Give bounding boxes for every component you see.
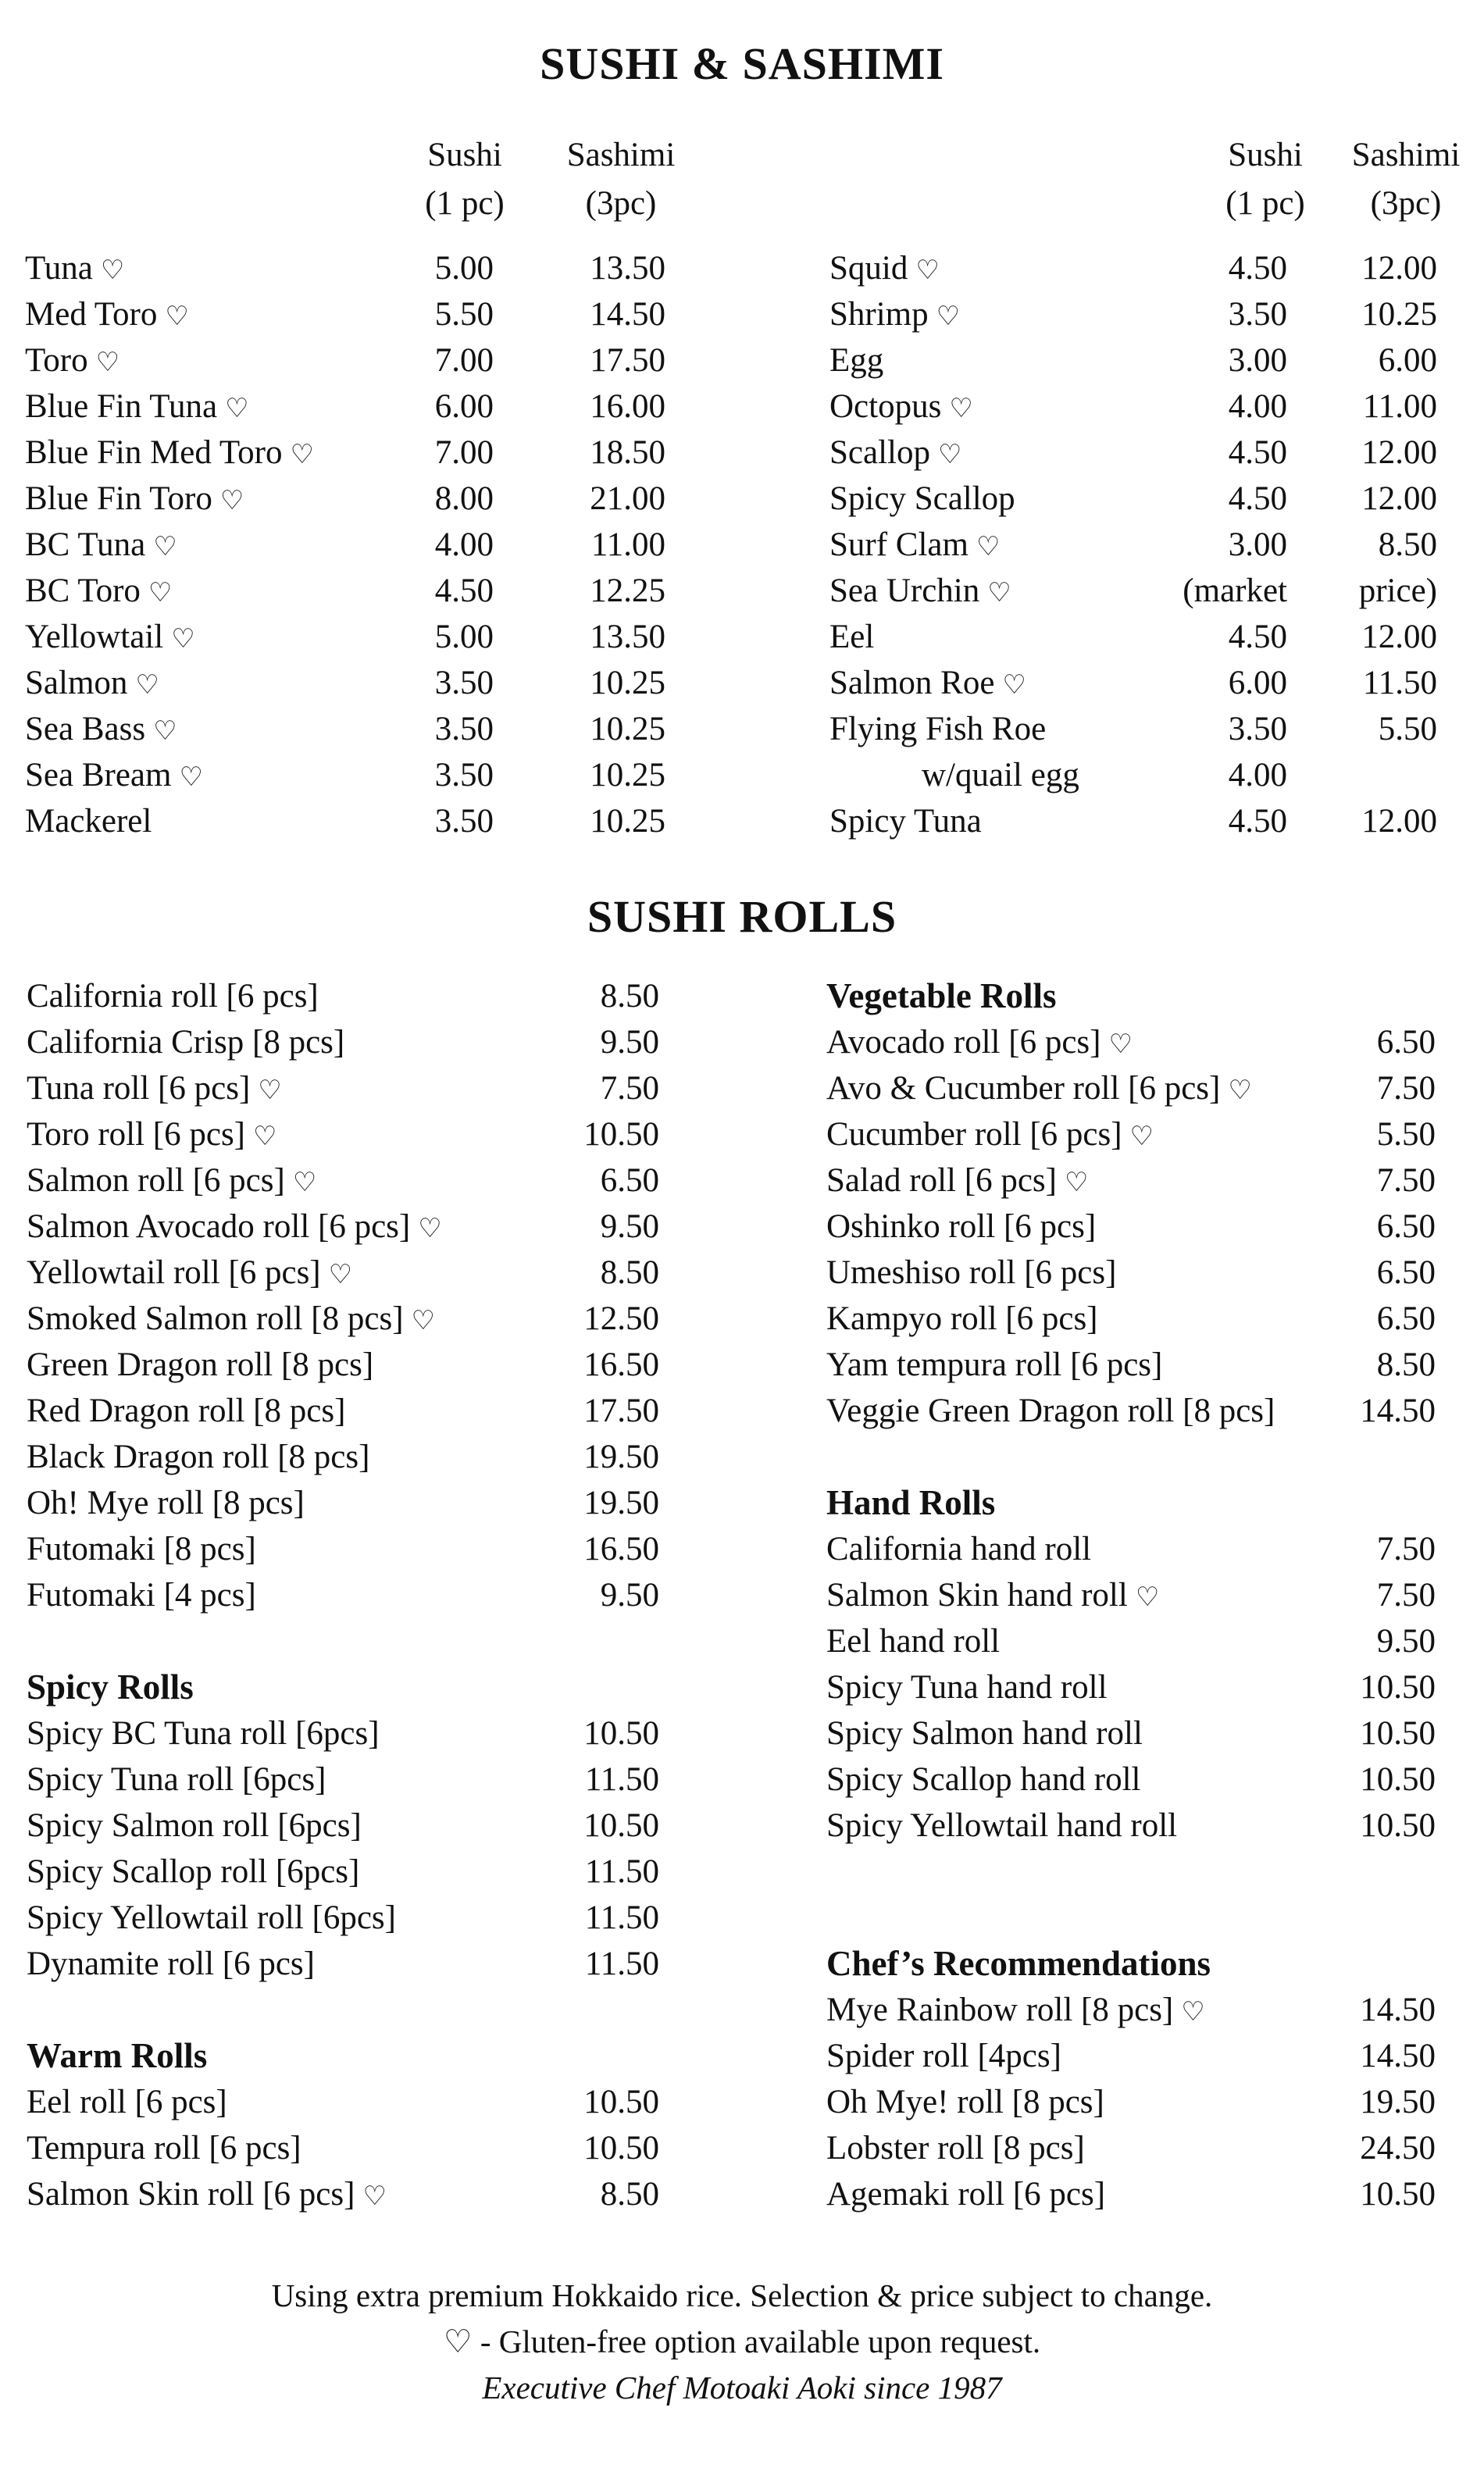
left-sushi-col-header <box>406 131 523 228</box>
roll-price: 10.50 <box>583 1116 659 1153</box>
roll-name: California roll [6 pcs] <box>27 978 319 1015</box>
roll-price: 17.50 <box>583 1393 659 1429</box>
roll-name: Avo & Cucumber roll [6 pcs] ♡ <box>826 1070 1252 1107</box>
item-name: w/quail egg <box>922 757 1079 794</box>
roll-name: Spicy Yellowtail roll [6pcs] <box>27 1899 396 1936</box>
roll-name: Salad roll [6 pcs] ♡ <box>826 1162 1089 1199</box>
roll-price: 19.50 <box>583 1439 659 1475</box>
item-name: Flying Fish Roe <box>829 711 1047 747</box>
roll-row <box>826 1342 1436 1388</box>
roll-row <box>27 1434 659 1480</box>
gluten-free-heart-icon: ♡ <box>915 255 940 286</box>
sushi-price: 4.50 <box>1228 250 1287 287</box>
sushi-price: 3.50 <box>1228 711 1287 747</box>
roll-price: 10.50 <box>1360 1715 1436 1752</box>
sashimi-price: 10.25 <box>590 757 665 794</box>
sashimi-row <box>25 706 689 752</box>
sashimi-row <box>829 476 1437 522</box>
roll-row <box>826 1250 1436 1296</box>
roll-row <box>826 2033 1436 2079</box>
roll-row <box>27 1941 659 1987</box>
roll-name: Spicy Scallop hand roll <box>826 1761 1141 1798</box>
sushi-price: 4.50 <box>434 572 494 609</box>
section-heading: Vegetable Rolls <box>826 976 1057 1015</box>
col-header-line: (1 pc) <box>1225 185 1305 222</box>
roll-name: Salmon Skin roll [6 pcs] ♡ <box>27 2176 387 2213</box>
roll-price: 16.50 <box>583 1531 659 1567</box>
gluten-free-heart-icon: ♡ <box>987 577 1011 608</box>
roll-name: Tuna roll [6 pcs] ♡ <box>27 1070 282 1107</box>
roll-row <box>27 1250 659 1296</box>
sushi-price: 4.00 <box>1228 757 1287 794</box>
sashimi-row <box>25 522 689 568</box>
roll-row <box>826 1388 1436 1434</box>
roll-price: 10.50 <box>1360 2176 1436 2213</box>
roll-name: California Crisp [8 pcs] <box>27 1024 345 1061</box>
sushi-price: 4.50 <box>1228 803 1287 840</box>
roll-price: 9.50 <box>600 1024 659 1061</box>
sashimi-row <box>25 245 689 291</box>
roll-name: Agemaki roll [6 pcs] <box>826 2176 1106 2213</box>
roll-name: Avocado roll [6 pcs] ♡ <box>826 1024 1133 1061</box>
roll-price: 24.50 <box>1360 2130 1436 2167</box>
roll-row <box>826 2171 1436 2217</box>
gluten-free-heart-icon: ♡ <box>949 393 973 424</box>
gluten-free-heart-icon: ♡ <box>976 531 1001 562</box>
roll-name: Spicy Salmon hand roll <box>826 1715 1143 1752</box>
roll-name: Yam tempura roll [6 pcs] <box>826 1346 1163 1383</box>
sashimi-row <box>25 798 689 844</box>
item-name: Med Toro ♡ <box>25 296 189 333</box>
sushi-price: 4.50 <box>1228 480 1287 517</box>
roll-row <box>27 1296 659 1342</box>
roll-row <box>27 1895 659 1941</box>
roll-price: 9.50 <box>1376 1623 1436 1660</box>
roll-name: Veggie Green Dragon roll [8 pcs] <box>826 1393 1275 1429</box>
roll-row <box>826 1526 1436 1572</box>
roll-row <box>27 1710 659 1756</box>
sashimi-price: 12.25 <box>590 572 665 609</box>
roll-price: 8.50 <box>600 2176 659 2213</box>
rice-note: Using extra premium Hokkaido rice. Selection & price subject to change. <box>271 2277 1213 2313</box>
sashimi-row <box>25 752 689 798</box>
sushi-sashimi-title: SUSHI & SASHIMI <box>540 38 944 89</box>
item-name: Sea Urchin ♡ <box>829 572 1011 609</box>
roll-price: 11.50 <box>584 1853 659 1890</box>
left-sashimi-col-header <box>551 131 691 228</box>
roll-row <box>826 1019 1436 1065</box>
roll-row <box>27 2125 659 2171</box>
col-header-line: Sushi <box>427 137 502 173</box>
roll-name: Spicy Yellowtail hand roll <box>826 1807 1178 1844</box>
roll-name: California hand roll <box>826 1531 1092 1567</box>
roll-name: Futomaki [8 pcs] <box>27 1531 256 1567</box>
roll-name: Black Dragon roll [8 pcs] <box>27 1439 370 1475</box>
roll-name: Oh! Mye roll [8 pcs] <box>27 1485 305 1521</box>
roll-row <box>826 1157 1436 1204</box>
roll-row <box>826 1710 1436 1756</box>
gluten-free-heart-icon: ♡ <box>253 1121 277 1152</box>
roll-row <box>27 1849 659 1895</box>
roll-row <box>826 1204 1436 1250</box>
sashimi-row <box>829 337 1437 383</box>
item-name: Tuna ♡ <box>25 250 125 287</box>
sashimi-price: 5.50 <box>1378 711 1437 747</box>
sushi-price: 3.50 <box>434 803 494 840</box>
roll-price: 12.50 <box>583 1300 659 1337</box>
roll-price: 7.50 <box>1376 1531 1436 1567</box>
item-name: Sea Bass ♡ <box>25 711 177 747</box>
roll-price: 8.50 <box>600 1254 659 1291</box>
col-header-line: (1 pc) <box>425 185 505 222</box>
roll-price: 5.50 <box>1376 1116 1436 1153</box>
gluten-free-heart-icon: ♡ <box>100 255 125 286</box>
roll-name: Eel roll [6 pcs] <box>27 2084 227 2120</box>
roll-price: 16.50 <box>583 1346 659 1383</box>
roll-name: Futomaki [4 pcs] <box>27 1577 256 1614</box>
roll-name: Mye Rainbow roll [8 pcs] ♡ <box>826 1992 1205 2028</box>
gluten-free-heart-icon: ♡ <box>135 669 159 701</box>
col-header-line: Sashimi <box>566 137 676 173</box>
roll-name: Smoked Salmon roll [8 pcs] ♡ <box>27 1300 435 1337</box>
gluten-free-heart-icon: ♡ <box>418 1213 442 1244</box>
item-name: BC Tuna ♡ <box>25 526 177 563</box>
roll-row <box>27 1526 659 1572</box>
roll-row <box>826 1618 1436 1664</box>
gluten-free-heart-icon: ♡ <box>165 301 189 332</box>
gluten-free-heart-icon: ♡ <box>1002 669 1026 701</box>
sushi-price: 4.00 <box>1228 388 1287 425</box>
roll-row <box>27 1572 659 1618</box>
item-name: Scallop ♡ <box>829 434 962 471</box>
sashimi-price: 12.00 <box>1361 619 1437 655</box>
item-name: Egg <box>829 342 884 379</box>
sashimi-price: 14.50 <box>590 296 665 333</box>
roll-name: Salmon roll [6 pcs] ♡ <box>27 1162 317 1199</box>
roll-price: 11.50 <box>584 1946 659 1982</box>
sushi-price: 6.00 <box>434 388 494 425</box>
gluten-free-heart-icon: ♡ <box>1135 1582 1160 1613</box>
roll-name: Yellowtail roll [6 pcs] ♡ <box>27 1254 353 1291</box>
sashimi-row <box>829 383 1437 430</box>
item-name: Yellowtail ♡ <box>25 619 195 655</box>
roll-row <box>27 1803 659 1849</box>
gluten-free-heart-icon: ♡ <box>179 761 203 793</box>
item-name: Sea Bream ♡ <box>25 757 203 794</box>
roll-price: 8.50 <box>600 978 659 1015</box>
roll-price: 14.50 <box>1360 2038 1436 2074</box>
item-name: Blue Fin Tuna ♡ <box>25 388 249 425</box>
item-name: Eel <box>829 619 875 655</box>
roll-price: 10.50 <box>1360 1807 1436 1844</box>
sashimi-price: 17.50 <box>590 342 665 379</box>
roll-row <box>826 1664 1436 1710</box>
sashimi-row <box>25 568 689 614</box>
sashimi-row <box>829 614 1437 660</box>
sashimi-row <box>25 476 689 522</box>
item-name: Blue Fin Med Toro ♡ <box>25 434 314 471</box>
chef-credit: Executive Chef Motoaki Aoki since 1987 <box>482 2370 1002 2406</box>
roll-price: 14.50 <box>1360 1992 1436 2028</box>
roll-price: 6.50 <box>600 1162 659 1199</box>
roll-name: Green Dragon roll [8 pcs] <box>27 1346 374 1383</box>
roll-row <box>826 2079 1436 2125</box>
roll-name: Spider roll [4pcs] <box>826 2038 1061 2074</box>
col-header-line: Sushi <box>1228 137 1303 173</box>
sashimi-price: 12.00 <box>1361 250 1437 287</box>
sushi-price: (market <box>1183 572 1287 609</box>
sashimi-row <box>829 430 1437 476</box>
roll-name: Toro roll [6 pcs] ♡ <box>27 1116 277 1153</box>
gluten-free-heart-icon: ♡ <box>1228 1075 1252 1106</box>
roll-price: 10.50 <box>583 1807 659 1844</box>
roll-row <box>826 1296 1436 1342</box>
sashimi-price: 10.25 <box>590 665 665 701</box>
roll-row <box>826 1756 1436 1803</box>
gluten-free-heart-icon: ♡ <box>95 347 120 378</box>
roll-price: 11.50 <box>584 1761 659 1798</box>
sashimi-row <box>829 660 1437 706</box>
item-name: Salmon Roe ♡ <box>829 665 1026 701</box>
roll-name: Spicy Salmon roll [6pcs] <box>27 1807 362 1844</box>
sashimi-price: 10.25 <box>590 711 665 747</box>
roll-price: 10.50 <box>1360 1669 1436 1706</box>
gluten-free-heart-icon: ♡ <box>219 485 244 516</box>
roll-row <box>27 1111 659 1157</box>
item-name: Shrimp ♡ <box>829 296 961 333</box>
gluten-free-heart-icon: ♡ <box>411 1305 435 1336</box>
gluten-free-heart-icon: ♡ <box>292 1167 317 1198</box>
roll-name: Spicy Tuna hand roll <box>826 1669 1108 1706</box>
gluten-free-heart-icon: ♡ <box>225 393 249 424</box>
roll-price: 9.50 <box>600 1577 659 1614</box>
sushi-price: 3.50 <box>434 711 494 747</box>
roll-price: 10.50 <box>583 2130 659 2167</box>
sushi-price: 4.50 <box>1228 434 1287 471</box>
roll-row <box>27 1019 659 1065</box>
sashimi-price: 12.00 <box>1361 803 1437 840</box>
gluten-free-heart-icon: ♡ <box>153 715 177 747</box>
roll-row <box>27 1157 659 1204</box>
sushi-price: 3.50 <box>434 757 494 794</box>
rolls-column-right <box>826 973 1436 2262</box>
sashimi-list-right <box>829 245 1437 854</box>
item-name: Spicy Tuna <box>829 803 982 840</box>
gluten-free-heart-icon: ♡ <box>148 577 173 608</box>
sushi-price: 8.00 <box>434 480 494 517</box>
item-name: Mackerel <box>25 803 152 840</box>
sushi-price: 7.00 <box>434 434 494 471</box>
roll-price: 7.50 <box>1376 1070 1436 1107</box>
sashimi-price: 10.25 <box>1361 296 1437 333</box>
roll-name: Oshinko roll [6 pcs] <box>826 1208 1097 1245</box>
sushi-price: 7.00 <box>434 342 494 379</box>
sashimi-price: 18.50 <box>590 434 665 471</box>
sashimi-price: 6.00 <box>1378 342 1437 379</box>
section-heading: Chef’s Recommendations <box>826 1944 1211 1983</box>
gluten-free-heart-icon: ♡ <box>1129 1121 1154 1152</box>
sashimi-row <box>25 383 689 430</box>
item-name: Toro ♡ <box>25 342 120 379</box>
roll-row <box>826 1111 1436 1157</box>
rolls-column-left <box>27 973 659 2262</box>
item-name: Salmon ♡ <box>25 665 159 701</box>
roll-price: 19.50 <box>583 1485 659 1521</box>
roll-price: 6.50 <box>1376 1208 1436 1245</box>
roll-row <box>27 1480 659 1526</box>
roll-name: Eel hand roll <box>826 1623 1001 1660</box>
roll-price: 6.50 <box>1376 1254 1436 1291</box>
sashimi-row <box>25 337 689 383</box>
right-sushi-col-header <box>1203 131 1328 228</box>
roll-price: 6.50 <box>1376 1300 1436 1337</box>
roll-name: Spicy Tuna roll [6pcs] <box>27 1761 326 1798</box>
roll-row <box>826 2125 1436 2171</box>
gluten-free-heart-icon: ♡ <box>1108 1029 1133 1060</box>
roll-price: 14.50 <box>1360 1393 1436 1429</box>
roll-row <box>27 1065 659 1111</box>
roll-price: 7.50 <box>600 1070 659 1107</box>
sashimi-row <box>829 706 1437 752</box>
sashimi-row <box>25 614 689 660</box>
roll-row <box>27 1342 659 1388</box>
sushi-rolls-title: SUSHI ROLLS <box>587 891 897 942</box>
roll-row <box>27 1756 659 1803</box>
section-heading: Spicy Rolls <box>27 1667 194 1707</box>
roll-row <box>27 1388 659 1434</box>
sashimi-price: 16.00 <box>590 388 665 425</box>
roll-name: Spicy Scallop roll [6pcs] <box>27 1853 360 1890</box>
item-name: BC Toro ♡ <box>25 572 173 609</box>
gluten-free-heart-icon: ♡ <box>1064 1167 1089 1198</box>
item-name: Octopus ♡ <box>829 388 973 425</box>
sushi-price: 3.50 <box>434 665 494 701</box>
gluten-free-heart-icon: ♡ <box>290 439 314 470</box>
roll-name: Tempura roll [6 pcs] <box>27 2130 301 2167</box>
menu-footer <box>0 2273 1484 2411</box>
section-heading: Warm Rolls <box>27 2036 208 2075</box>
item-name: Surf Clam ♡ <box>829 526 1001 563</box>
roll-price: 11.50 <box>584 1899 659 1936</box>
sushi-price: 5.00 <box>434 619 494 655</box>
sushi-price: 6.00 <box>1228 665 1287 701</box>
roll-row <box>826 1572 1436 1618</box>
roll-row <box>826 1065 1436 1111</box>
sashimi-row <box>829 798 1437 844</box>
sashimi-row <box>829 752 1437 798</box>
roll-price: 7.50 <box>1376 1162 1436 1199</box>
roll-price: 10.50 <box>1360 1761 1436 1798</box>
roll-name: Oh Mye! roll [8 pcs] <box>826 2084 1104 2120</box>
roll-row <box>27 1204 659 1250</box>
sashimi-price: 8.50 <box>1378 526 1437 563</box>
sashimi-price: 13.50 <box>590 619 665 655</box>
sushi-price: 5.00 <box>434 250 494 287</box>
col-header-line: Sashimi <box>1351 137 1461 173</box>
sushi-price: 5.50 <box>434 296 494 333</box>
section-heading: Hand Rolls <box>826 1483 996 1522</box>
sashimi-row <box>829 568 1437 614</box>
roll-row <box>27 2171 659 2217</box>
sushi-price: 3.50 <box>1228 296 1287 333</box>
sushi-price: 3.00 <box>1228 342 1287 379</box>
roll-name: Umeshiso roll [6 pcs] <box>826 1254 1117 1291</box>
sashimi-price: 12.00 <box>1361 480 1437 517</box>
sashimi-price: 10.25 <box>590 803 665 840</box>
roll-row <box>27 973 659 1019</box>
item-name: Squid ♡ <box>829 250 940 287</box>
gluten-free-heart-icon: ♡ <box>328 1259 353 1290</box>
sashimi-price: 21.00 <box>590 480 665 517</box>
roll-name: Kampyo roll [6 pcs] <box>826 1300 1098 1337</box>
roll-name: Cucumber roll [6 pcs] ♡ <box>826 1116 1154 1153</box>
gluten-free-heart-icon: ♡ <box>171 623 195 654</box>
roll-price: 10.50 <box>583 2084 659 2120</box>
gluten-free-heart-icon: ♡ <box>1181 1996 1205 2028</box>
roll-price: 19.50 <box>1360 2084 1436 2120</box>
gluten-free-heart-icon: ♡ <box>153 531 177 562</box>
sashimi-price: 12.00 <box>1361 434 1437 471</box>
roll-price: 6.50 <box>1376 1024 1436 1061</box>
roll-price: 8.50 <box>1376 1346 1436 1383</box>
sushi-price: 4.50 <box>1228 619 1287 655</box>
gluten-free-heart-icon: ♡ <box>258 1075 282 1106</box>
roll-price: 9.50 <box>600 1208 659 1245</box>
gluten-free-heart-icon: ♡ <box>937 439 962 470</box>
sashimi-price: 13.50 <box>590 250 665 287</box>
col-header-line: (3pc) <box>585 185 657 222</box>
roll-name: Salmon Skin hand roll ♡ <box>826 1577 1160 1614</box>
roll-name: Lobster roll [8 pcs] <box>826 2130 1085 2167</box>
right-sashimi-col-header <box>1336 131 1476 228</box>
sashimi-row <box>25 660 689 706</box>
sashimi-price: 11.50 <box>1362 665 1437 701</box>
sashimi-row <box>25 430 689 476</box>
sashimi-row <box>829 522 1437 568</box>
roll-name: Spicy BC Tuna roll [6pcs] <box>27 1715 380 1752</box>
item-name: Blue Fin Toro ♡ <box>25 480 244 517</box>
roll-row <box>27 2079 659 2125</box>
sushi-price: 4.00 <box>434 526 494 563</box>
gluten-free-heart-icon: ♡ <box>936 301 961 332</box>
item-name: Spicy Scallop <box>829 480 1015 517</box>
roll-row <box>826 1987 1436 2033</box>
roll-name: Dynamite roll [6 pcs] <box>27 1946 315 1982</box>
roll-price: 10.50 <box>583 1715 659 1752</box>
gluten-free-heart-icon: ♡ <box>362 2181 387 2212</box>
roll-row <box>826 1803 1436 1849</box>
sashimi-row <box>829 245 1437 291</box>
sashimi-price: 11.00 <box>1362 388 1437 425</box>
sashimi-row <box>25 291 689 337</box>
sashimi-row <box>829 291 1437 337</box>
roll-price: 7.50 <box>1376 1577 1436 1614</box>
sushi-price: 3.00 <box>1228 526 1287 563</box>
sashimi-list-left <box>25 245 689 854</box>
gluten-free-note: ♡ - Gluten-free option available upon request. <box>443 2324 1041 2359</box>
sashimi-price: 11.00 <box>590 526 665 563</box>
roll-name: Red Dragon roll [8 pcs] <box>27 1393 346 1429</box>
sashimi-price: price) <box>1358 572 1437 609</box>
col-header-line: (3pc) <box>1370 185 1442 222</box>
roll-name: Salmon Avocado roll [6 pcs] ♡ <box>27 1208 442 1245</box>
